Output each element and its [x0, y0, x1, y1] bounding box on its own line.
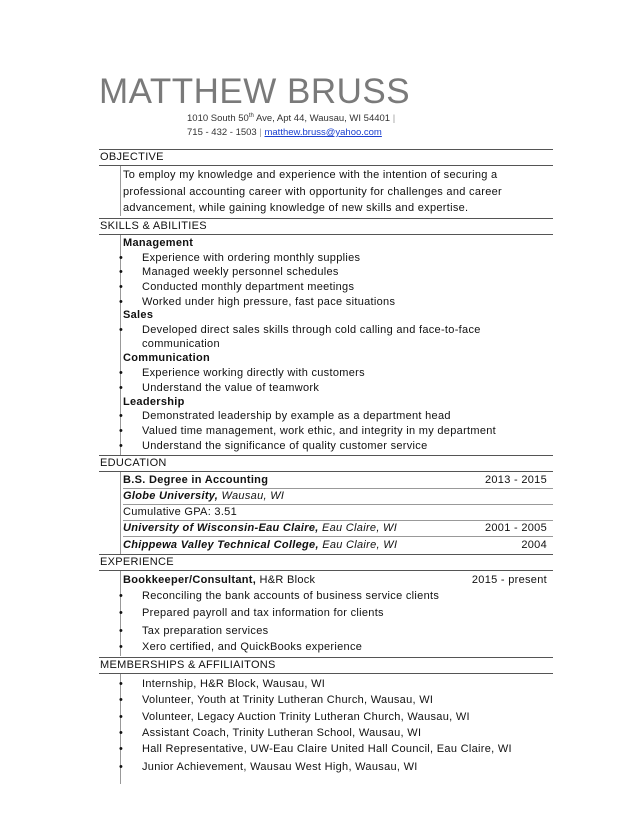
separator: | — [392, 113, 396, 125]
row-divider — [123, 504, 553, 505]
list-item: Internship, H&R Block, Wausau, WI — [142, 678, 326, 690]
bullet: • — [119, 590, 123, 602]
list-item: Understand the value of teamwork — [142, 382, 320, 394]
job-years: 2015 - present — [471, 574, 547, 586]
list-item: Experience working directly with customers — [142, 367, 365, 379]
list-item: Developed direct sales skills through cold calling and face-to-face — [142, 324, 481, 336]
bullet: • — [119, 743, 123, 755]
section-skills-heading: SKILLS & ABILITIES — [99, 218, 553, 235]
list-item: Worked under high pressure, fast pace situations — [142, 296, 396, 308]
bullet: • — [119, 266, 123, 278]
list-item: Xero certified, and QuickBooks experience — [142, 641, 363, 653]
section-memberships-heading: MEMBERSHIPS & AFFILIAITONS — [99, 657, 553, 674]
list-item: communication — [142, 338, 220, 350]
school-entry — [123, 522, 397, 534]
school-entry — [123, 539, 397, 551]
bullet: • — [119, 625, 123, 637]
list-item: Demonstrated leadership by example as a department head — [142, 410, 451, 422]
school-location: Eau Claire, WI — [318, 522, 398, 534]
email-link[interactable]: matthew.bruss@yahoo.com — [264, 127, 382, 138]
list-item: Conducted monthly department meetings — [142, 281, 355, 293]
school-years: 2004 — [521, 539, 547, 551]
objective-line: advancement, while gaining knowledge of new skills and expertise. — [123, 202, 469, 214]
skill-group-title: Leadership — [123, 396, 185, 408]
objective-line: To employ my knowledge and experience with the intention of securing a — [123, 169, 498, 181]
bullet: • — [119, 324, 123, 336]
bullet: • — [119, 711, 123, 723]
school-name: University of Wisconsin-Eau Claire, — [123, 522, 319, 534]
bullet: • — [119, 367, 123, 379]
phone: 715 - 432 - 1503 — [187, 127, 257, 138]
list-item: Volunteer, Youth at Trinity Lutheran Church, Wausau, WI — [142, 694, 434, 706]
skill-group-title: Sales — [123, 309, 154, 321]
bullet: • — [119, 641, 123, 653]
bullet: • — [119, 252, 123, 264]
list-item: Volunteer, Legacy Auction Trinity Lutheran Church, Wausau, WI — [142, 711, 470, 723]
list-item: Managed weekly personnel schedules — [142, 266, 339, 278]
bullet: • — [119, 281, 123, 293]
school-location: Wausau, WI — [218, 490, 285, 502]
list-item: Tax preparation services — [142, 625, 269, 637]
address-text-rest: Ave, Apt 44, Wausau, WI 54401 — [253, 113, 391, 125]
skill-group-title: Communication — [123, 352, 211, 364]
bullet: • — [119, 382, 123, 394]
contact-phone-email — [187, 127, 382, 138]
resume-name: MATTHEW BRUSS — [99, 72, 411, 111]
bullet: • — [119, 440, 123, 452]
divider — [120, 472, 121, 554]
job-title: Bookkeeper/Consultant, — [123, 574, 257, 586]
address-text: 1010 South 50 — [187, 113, 249, 125]
school-years: 2001 - 2005 — [484, 522, 547, 534]
bullet: • — [119, 694, 123, 706]
job-company: H&R Block — [256, 574, 316, 586]
list-item: Hall Representative, UW-Eau Claire United Hall Council, Eau Claire, WI — [142, 743, 512, 755]
address-sup: th — [248, 113, 254, 119]
row-divider — [123, 488, 553, 489]
bullet: • — [119, 678, 123, 690]
school-entry — [123, 490, 284, 502]
degree-title: B.S. Degree in Accounting — [123, 474, 269, 486]
bullet: • — [119, 425, 123, 437]
row-divider — [123, 536, 553, 537]
gpa: Cumulative GPA: 3.51 — [123, 506, 238, 518]
list-item: Understand the significance of quality customer service — [142, 440, 428, 452]
divider — [120, 166, 121, 216]
skill-group-title: Management — [123, 237, 194, 249]
job-entry — [123, 574, 315, 586]
school-name: Chippewa Valley Technical College, — [123, 539, 319, 551]
separator: | — [259, 127, 262, 138]
list-item: Assistant Coach, Trinity Lutheran School, Wausau, WI — [142, 727, 422, 739]
bullet: • — [119, 296, 123, 308]
list-item: Junior Achievement, Wausau West High, Wausau, WI — [142, 761, 418, 773]
row-divider — [123, 520, 553, 521]
school-location: Eau Claire, WI — [318, 539, 398, 551]
bullet: • — [119, 410, 123, 422]
bullet: • — [119, 607, 123, 619]
section-experience-heading: EXPERIENCE — [99, 554, 553, 571]
list-item: Reconciling the bank accounts of business service clients — [142, 590, 440, 602]
bullet: • — [119, 727, 123, 739]
objective-line: professional accounting career with opportunity for challenges and career — [123, 186, 502, 198]
section-education-heading: EDUCATION — [99, 455, 553, 472]
contact-address — [187, 113, 395, 124]
degree-years: 2013 - 2015 — [484, 474, 547, 486]
list-item: Valued time management, work ethic, and integrity in my department — [142, 425, 497, 437]
school-name: Globe University, — [123, 490, 219, 502]
bullet: • — [119, 761, 123, 773]
list-item: Experience with ordering monthly supplies — [142, 252, 361, 264]
list-item: Prepared payroll and tax information for clients — [142, 607, 384, 619]
section-objective-heading: OBJECTIVE — [99, 149, 553, 166]
